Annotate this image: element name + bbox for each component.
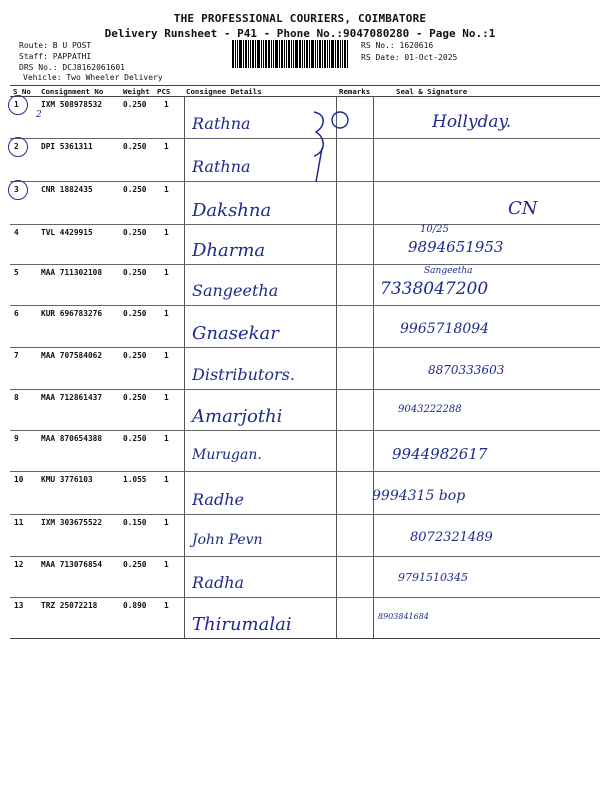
row-pcs: 1 xyxy=(164,393,169,402)
row-consignee: Dharma xyxy=(192,240,266,261)
row-consignment: MAA 713076854 xyxy=(41,560,103,569)
row-sno: 13 xyxy=(14,601,24,610)
row-signature: 9043222288 xyxy=(398,404,462,415)
row-pcs: 1 xyxy=(164,142,169,151)
col-header-consignment: Consignment No xyxy=(41,87,104,96)
barcode-bar xyxy=(252,40,254,68)
row-consignment: MAA 870654388 xyxy=(41,434,103,443)
row-sno: 3 xyxy=(14,185,19,194)
barcode-bar xyxy=(265,40,267,68)
route-label: Route: B U POST xyxy=(19,41,92,50)
row-rule xyxy=(10,514,600,515)
row-rule xyxy=(10,430,600,431)
table-bottom-rule xyxy=(10,638,600,639)
col-header-pcs: PCS xyxy=(157,87,171,96)
barcode xyxy=(232,40,356,68)
row-consignee: Rathna xyxy=(192,157,251,176)
sno-circle-icon xyxy=(8,180,28,200)
signature-5-name: Sangeetha xyxy=(424,266,473,276)
sno-circle-icon xyxy=(8,137,28,157)
row-signature: 9994315 bop xyxy=(372,488,466,504)
barcode-bar xyxy=(342,40,343,68)
barcode-bar xyxy=(311,40,314,68)
col-header-seal: Seal & Signature xyxy=(396,87,468,96)
row-consignment: TRZ 25072218 xyxy=(41,601,98,610)
row-consignment: MAA 712861437 xyxy=(41,393,103,402)
row-pcs: 1 xyxy=(164,475,169,484)
col-header-sno: S No xyxy=(13,87,31,96)
row-weight: 1.055 xyxy=(123,475,147,484)
barcode-bar xyxy=(288,40,290,68)
barcode-bar xyxy=(250,40,251,68)
barcode-bar xyxy=(309,40,310,68)
row-consignee: Dakshna xyxy=(192,200,272,221)
barcode-bar xyxy=(286,40,287,68)
row-signature: 8870333603 xyxy=(428,363,505,377)
row-weight: 0.250 xyxy=(123,100,147,109)
row-rule xyxy=(10,471,600,472)
barcode-bar xyxy=(322,40,323,68)
row-sno: 5 xyxy=(14,268,19,277)
barcode-bar xyxy=(279,40,280,68)
row-rule xyxy=(10,347,600,348)
row-signature: 7338047200 xyxy=(380,279,489,299)
drs-label: DRS No.: DCJ8162061601 xyxy=(19,63,125,72)
row-pcs: 1 xyxy=(164,309,169,318)
row-consignee: Rathna xyxy=(192,114,251,133)
row-sno: 4 xyxy=(14,228,19,237)
barcode-bar xyxy=(347,40,348,68)
row-consignment: DPI 5361311 xyxy=(41,142,93,151)
row-rule xyxy=(10,389,600,390)
row-sno: 2 xyxy=(14,142,19,151)
row-pcs: 1 xyxy=(164,228,169,237)
runsheet-subtitle: Delivery Runsheet - P41 - Phone No.:9047080280 - Page No.:1 xyxy=(104,27,496,40)
row-sno: 6 xyxy=(14,309,19,318)
row-rule xyxy=(10,224,600,225)
row-consignment: IXM 508978532 xyxy=(41,100,103,109)
row-consignee: Murugan. xyxy=(192,447,262,463)
barcode-bar xyxy=(331,40,334,68)
row-consignment: TVL 4429915 xyxy=(41,228,93,237)
row-sno: 8 xyxy=(14,393,19,402)
barcode-bar xyxy=(268,40,270,68)
barcode-bar xyxy=(335,40,336,68)
barcode-bar xyxy=(248,40,249,68)
barcode-bar xyxy=(293,40,294,68)
row-weight: 0.250 xyxy=(123,351,147,360)
header-top-rule xyxy=(10,85,600,86)
barcode-bar xyxy=(257,40,260,68)
row-weight: 0.890 xyxy=(123,601,147,610)
rs-number: RS No.: 1620616 xyxy=(361,41,434,50)
row-consignment: CNR 1882435 xyxy=(41,185,93,194)
row-pcs: 1 xyxy=(164,434,169,443)
row-consignment: KUR 696783276 xyxy=(41,309,103,318)
barcode-bar xyxy=(271,40,272,68)
row-rule xyxy=(10,305,600,306)
row-weight: 0.250 xyxy=(123,228,147,237)
row-weight: 0.250 xyxy=(123,393,147,402)
row-rule xyxy=(10,556,600,557)
row-signature: Hollyday. xyxy=(432,112,512,132)
barcode-bar xyxy=(237,40,238,68)
barcode-bar xyxy=(235,40,236,68)
barcode-bar xyxy=(302,40,303,68)
row-consignment: MAA 707584062 xyxy=(41,351,103,360)
sno-circle-icon xyxy=(8,95,28,115)
col-header-consignee: Consignee Details xyxy=(186,87,262,96)
row-consignee: John Pevn xyxy=(192,532,263,548)
barcode-bar xyxy=(295,40,298,68)
row-consignee: Distributors. xyxy=(192,365,295,384)
barcode-bar xyxy=(255,40,256,68)
row-sno: 12 xyxy=(14,560,24,569)
col-header-remarks: Remarks xyxy=(339,87,371,96)
row-consignment: KMU 3776103 xyxy=(41,475,93,484)
col-header-weight: Weight xyxy=(123,87,150,96)
header-bottom-rule xyxy=(10,96,600,97)
barcode-bar xyxy=(239,40,242,68)
row-consignee: Radhe xyxy=(192,490,244,509)
row-consignee: Gnasekar xyxy=(192,323,279,344)
bracket-mark-number: 2 xyxy=(36,110,42,120)
row-pcs: 1 xyxy=(164,268,169,277)
staff-label: Staff: PAPPATHI xyxy=(19,52,92,61)
row-weight: 0.250 xyxy=(123,142,147,151)
barcode-bar xyxy=(317,40,318,68)
row-sno: 7 xyxy=(14,351,19,360)
row-signature: CN xyxy=(508,198,538,219)
row-rule xyxy=(10,264,600,265)
row-pcs: 1 xyxy=(164,560,169,569)
row-weight: 0.250 xyxy=(123,560,147,569)
barcode-bar xyxy=(306,40,308,68)
row-signature: 9791510345 xyxy=(398,571,468,584)
barcode-bar xyxy=(275,40,278,68)
row-signature: 9944982617 xyxy=(392,445,488,463)
row-sno: 11 xyxy=(14,518,24,527)
barcode-bar xyxy=(299,40,301,68)
row-rule xyxy=(10,597,600,598)
row-sno: 9 xyxy=(14,434,19,443)
row-pcs: 1 xyxy=(164,351,169,360)
row-pcs: 1 xyxy=(164,100,169,109)
barcode-bar xyxy=(281,40,283,68)
barcode-bar xyxy=(232,40,234,68)
bracket-mark-icon xyxy=(300,108,360,188)
signature-4-date: 10/25 xyxy=(420,224,449,235)
barcode-bar xyxy=(291,40,292,68)
row-sno: 1 xyxy=(14,100,19,109)
row-pcs: 1 xyxy=(164,601,169,610)
row-weight: 0.150 xyxy=(123,518,147,527)
barcode-bar xyxy=(273,40,274,68)
row-pcs: 1 xyxy=(164,185,169,194)
row-weight: 0.250 xyxy=(123,268,147,277)
row-consignment: MAA 711302108 xyxy=(41,268,103,277)
company-title: THE PROFESSIONAL COURIERS, COIMBATORE xyxy=(173,12,427,25)
barcode-bar xyxy=(324,40,326,68)
barcode-bar xyxy=(337,40,339,68)
barcode-bar xyxy=(329,40,330,68)
barcode-bar xyxy=(243,40,244,68)
row-consignee: Thirumalai xyxy=(192,614,292,635)
barcode-bar xyxy=(327,40,328,68)
barcode-bar xyxy=(344,40,346,68)
barcode-bar xyxy=(304,40,305,68)
row-weight: 0.250 xyxy=(123,185,147,194)
barcode-bar xyxy=(340,40,341,68)
row-signature: 9965718094 xyxy=(400,321,490,337)
barcode-bar xyxy=(284,40,285,68)
rs-date: RS Date: 01-Oct-2025 xyxy=(361,53,458,62)
barcode-bar xyxy=(261,40,262,68)
row-signature: 9894651953 xyxy=(408,238,504,256)
barcode-bar xyxy=(263,40,264,68)
barcode-bar xyxy=(315,40,316,68)
barcode-bar xyxy=(245,40,247,68)
row-signature: 8072321489 xyxy=(410,530,493,545)
row-consignment: IXM 303675522 xyxy=(41,518,103,527)
row-pcs: 1 xyxy=(164,518,169,527)
row-weight: 0.250 xyxy=(123,309,147,318)
row-signature: 8903841684 xyxy=(378,612,429,621)
row-sno: 10 xyxy=(14,475,24,484)
barcode-bar xyxy=(319,40,321,68)
vehicle-label: Vehicle: Two Wheeler Delivery xyxy=(23,73,163,82)
row-weight: 0.250 xyxy=(123,434,147,443)
row-consignee: Sangeetha xyxy=(192,281,279,300)
row-consignee: Amarjothi xyxy=(192,406,283,427)
row-consignee: Radha xyxy=(192,573,245,592)
